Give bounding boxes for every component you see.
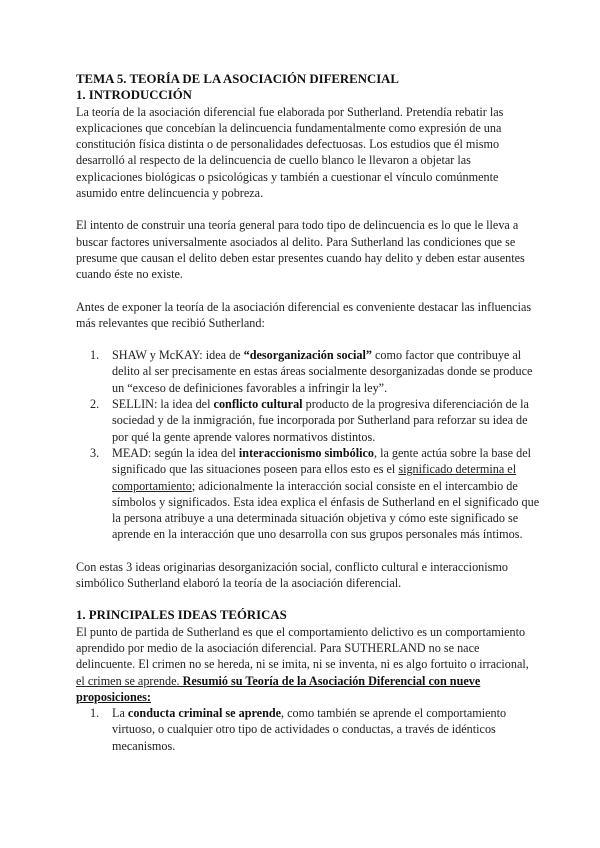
propositions-list — [76, 705, 540, 754]
paragraph-ideas-1: El punto de partida de Sutherland es que el comportamiento delictivo es un comportamiento aprendido por medio de la asociación diferencial. Para SUTHERLAND no se nace delincuente. El crimen no se hereda, ni se imita, ni se inventa, ni es algo fortuito o irracional, el crimen se aprende. Resumió su Teoría de la Asociación Diferencial con nueve proposiciones: — [76, 624, 529, 704]
list-item: 3. MEAD: según la idea del interaccionismo simbólico, la gente actúa sobre la base del significado que las situaciones poseen para ellos esto es el significado determina el comportamiento; adicionalmente la interacción social consiste en el intercambio de símbolos y significados. Esta idea explica el énfasis de Sutherland en el significado que la persona atribuye a una determinada situación objetiva y cómo este significado se aprende en la interacción que uno desarrolla con sus grupos personales más íntimos. — [90, 445, 540, 542]
influences-list — [76, 347, 540, 543]
list-item: 1. La conducta criminal se aprende, como también se aprende el comportamiento virtuoso, o cualquier otro tipo de actividades o conductas, a través de idénticos mecanismos. — [90, 706, 507, 753]
document-title: TEMA 5. TEORÍA DE LA ASOCIACIÓN DIFERENCIAL — [76, 72, 399, 86]
paragraph-intro-2: El intento de construir una teoría general para todo tipo de delincuencia es lo que le lleva a buscar factores universalmente asociados al delito. Para Sutherland las condiciones que se presume que causan el delito deben estar presentes cuando hay delito y deben estar ausentes cuando éste no existe. — [76, 218, 525, 282]
section-heading-introduccion: 1. INTRODUCCIÓN — [76, 88, 192, 103]
paragraph-intro-3: Antes de exponer la teoría de la asociación diferencial es conveniente destacar las influencias más relevantes que recibió Sutherland: — [76, 299, 532, 330]
paragraph-intro-1: La teoría de la asociación diferencial fue elaborada por Sutherland. Pretendía rebatir las explicaciones que concebían la delincuencia fundamentalmente como expresión de una constitución física distinta o de personalidades defectuosas. Los estudios que él mismo desarrolló al respecto de la delincuencia de cuello blanco le llevaron a objetar las explicaciones biológicas o psicológicas y también a cuestionar el vínculo comúnmente asumido entre delincuencia y pobreza. — [76, 104, 504, 201]
list-item: 1. SHAW y McKAY: idea de “desorganización social” como factor que contribuye al delito al ser precisamente en estas áreas socialmente desorganizadas donde se produce un “exceso de definiciones favorables a infringir la ley”. — [90, 348, 533, 395]
paragraph-intro-4: Con estas 3 ideas originarias desorganización social, conflicto cultural e interaccionismo simbólico Sutherland elaboró la teoría de la asociación diferencial. — [76, 559, 508, 591]
section-heading-principales-ideas: 1. PRINCIPALES IDEAS TEÓRICAS — [76, 608, 287, 623]
list-item: 2. SELLIN: la idea del conflicto cultural producto de la progresiva diferenciación de la sociedad y de la inmigración, fue incorporada por Sutherland para reforzar su idea de por qué la gente aprende valores normativos distintos. — [90, 397, 529, 444]
